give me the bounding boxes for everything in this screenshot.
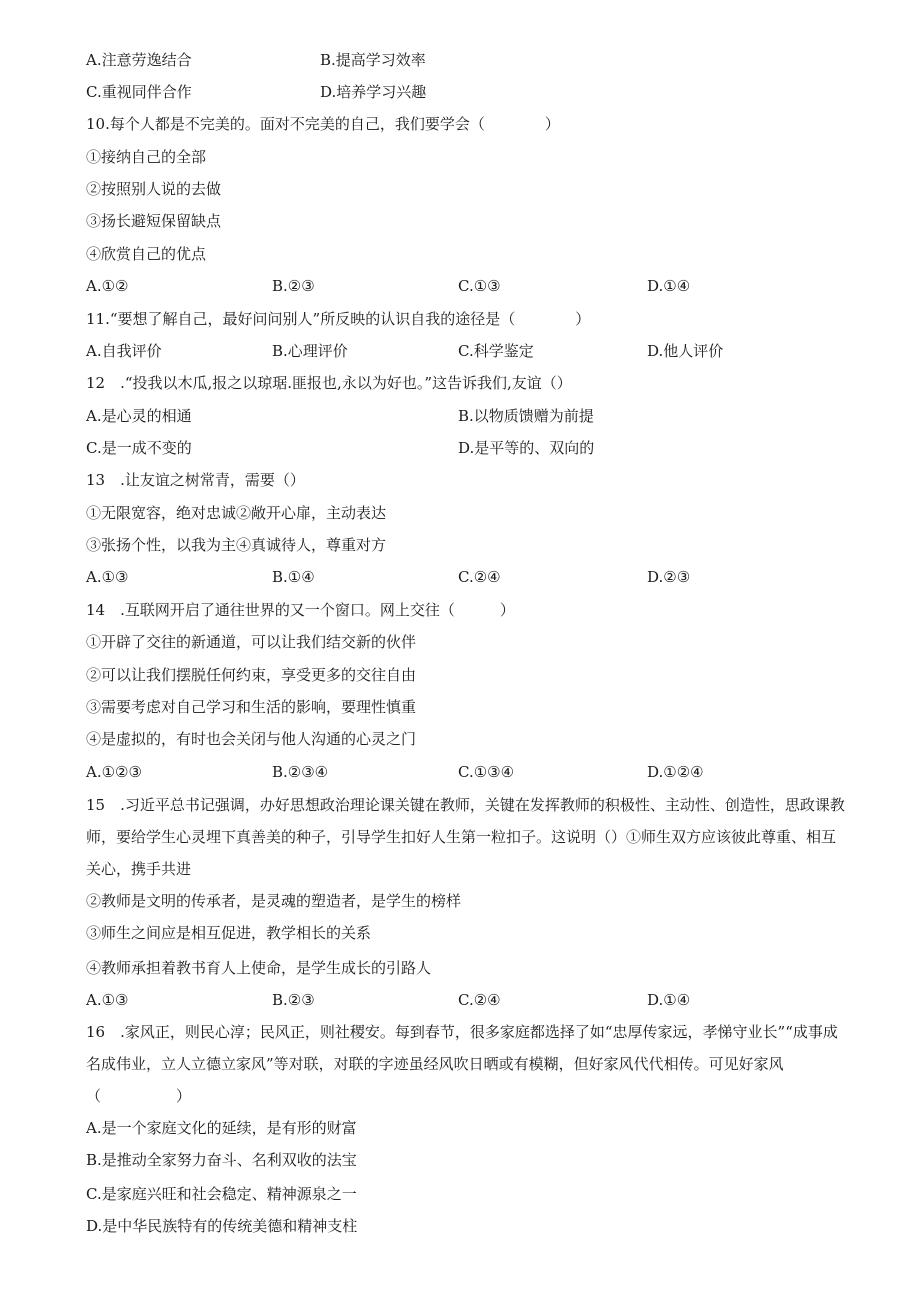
- q9-option-a: A.注意劳逸结合: [86, 51, 192, 69]
- q9-option-d: D.培养学习兴趣: [320, 83, 427, 101]
- q15-item-2: ②教师是文明的传承者，是灵魂的塑造者，是学生的榜样: [86, 892, 462, 910]
- q11-stem: 11.“要想了解自己，最好问问别人”所反映的认识自我的途径是（ ）: [86, 310, 591, 328]
- q10-option-b: B.②③: [272, 277, 315, 295]
- q16-option-a: A.是一个家庭文化的延续，是有形的财富: [86, 1119, 357, 1137]
- q10-item-3: ③扬长避短保留缺点: [86, 212, 222, 230]
- q9-option-c: C.重视同伴合作: [86, 83, 192, 101]
- q11-option-d: D.他人评价: [647, 342, 724, 360]
- q14-option-d: D.①②④: [647, 763, 704, 781]
- q10-option-c: C.①③: [458, 277, 501, 295]
- q15-option-d: D.①④: [647, 991, 691, 1009]
- q16-option-d: D.是中华民族特有的传统美德和精神支柱: [86, 1217, 358, 1235]
- q11-option-a: A.自我评价: [86, 342, 162, 360]
- q15-option-a: A.①③: [86, 991, 129, 1009]
- q12-option-c: C.是一成不变的: [86, 439, 192, 457]
- q13-items-row-1: ①无限宽容，绝对忠诚②敞开心扉，主动表达: [86, 504, 387, 522]
- q14-option-a: A.①②③: [86, 763, 142, 781]
- q13-stem: 13 .让友谊之树常青，需要（）: [86, 471, 305, 489]
- q15-stem: 15 .习近平总书记强调，办好思想政治理论课关键在教师，关键在发挥教师的积极性、主动性、创造性，思政课教师，要给学生心灵埋下真善美的种子，引导学生扣好人生第一粒扣子。这说明（）①师生双方应该彼此尊重、相互关心，携手共进: [86, 796, 845, 878]
- q11-option-c: C.科学鉴定: [458, 342, 534, 360]
- q14-item-1: ①开辟了交往的新通道，可以让我们结交新的伙伴: [86, 633, 417, 651]
- q15-option-c: C.②④: [458, 991, 501, 1009]
- q15-item-3: ③师生之间应是相互促进，教学相长的关系: [86, 924, 372, 942]
- q10-stem: 10.每个人都是不完美的。面对不完美的自己，我们要学会（ ）: [86, 115, 560, 133]
- q14-option-c: C.①③④: [458, 763, 515, 781]
- q10-item-2: ②按照别人说的去做: [86, 180, 222, 198]
- q14-stem: 14 .互联网开启了通往世界的又一个窗口。网上交往（ ）: [86, 601, 515, 619]
- q12-option-b: B.以物质馈赠为前提: [458, 407, 594, 425]
- q12-option-a: A.是心灵的相通: [86, 407, 192, 425]
- q13-option-a: A.①③: [86, 568, 129, 586]
- q16-option-b: B.是推动全家努力奋斗、名利双收的法宝: [86, 1151, 357, 1169]
- q16-stem: 16 .家风正，则民心淳；民风正，则社稷安。每到春节，很多家庭都选择了如“忠厚传家远，孝悌守业长”“成事成名成伟业，立人立德立家风”等对联，对联的字迹虽经风吹日晒或有模糊，但好家风代代相传。可见好家风（ ）: [86, 1023, 838, 1105]
- q15-item-4: ④教师承担着教书育人上使命，是学生成长的引路人: [86, 959, 432, 977]
- q9-option-b: B.提高学习效率: [320, 51, 426, 69]
- q13-option-d: D.②③: [647, 568, 691, 586]
- q10-option-a: A.①②: [86, 277, 129, 295]
- q16-option-c: C.是家庭兴旺和社会稳定、精神源泉之一: [86, 1185, 357, 1203]
- q15-option-b: B.②③: [272, 991, 315, 1009]
- q14-option-b: B.②③④: [272, 763, 329, 781]
- q13-option-b: B.①④: [272, 568, 315, 586]
- q11-option-b: B.心理评价: [272, 342, 348, 360]
- q13-option-c: C.②④: [458, 568, 501, 586]
- q12-stem: 12 .“投我以木瓜,报之以琼琚.匪报也,永以为好也。”这告诉我们,友谊（）: [86, 374, 572, 392]
- q14-item-2: ②可以让我们摆脱任何约束，享受更多的交往自由: [86, 666, 417, 684]
- q10-option-d: D.①④: [647, 277, 691, 295]
- q12-option-d: D.是平等的、双向的: [458, 439, 595, 457]
- q10-item-4: ④欣赏自己的优点: [86, 245, 207, 263]
- q13-items-row-2: ③张扬个性，以我为主④真诚待人，尊重对方: [86, 536, 387, 554]
- q14-item-4: ④是虚拟的，有时也会关闭与他人沟通的心灵之门: [86, 730, 417, 748]
- q10-item-1: ①接纳自己的全部: [86, 148, 207, 166]
- q14-item-3: ③需要考虑对自己学习和生活的影响，要理性慎重: [86, 698, 417, 716]
